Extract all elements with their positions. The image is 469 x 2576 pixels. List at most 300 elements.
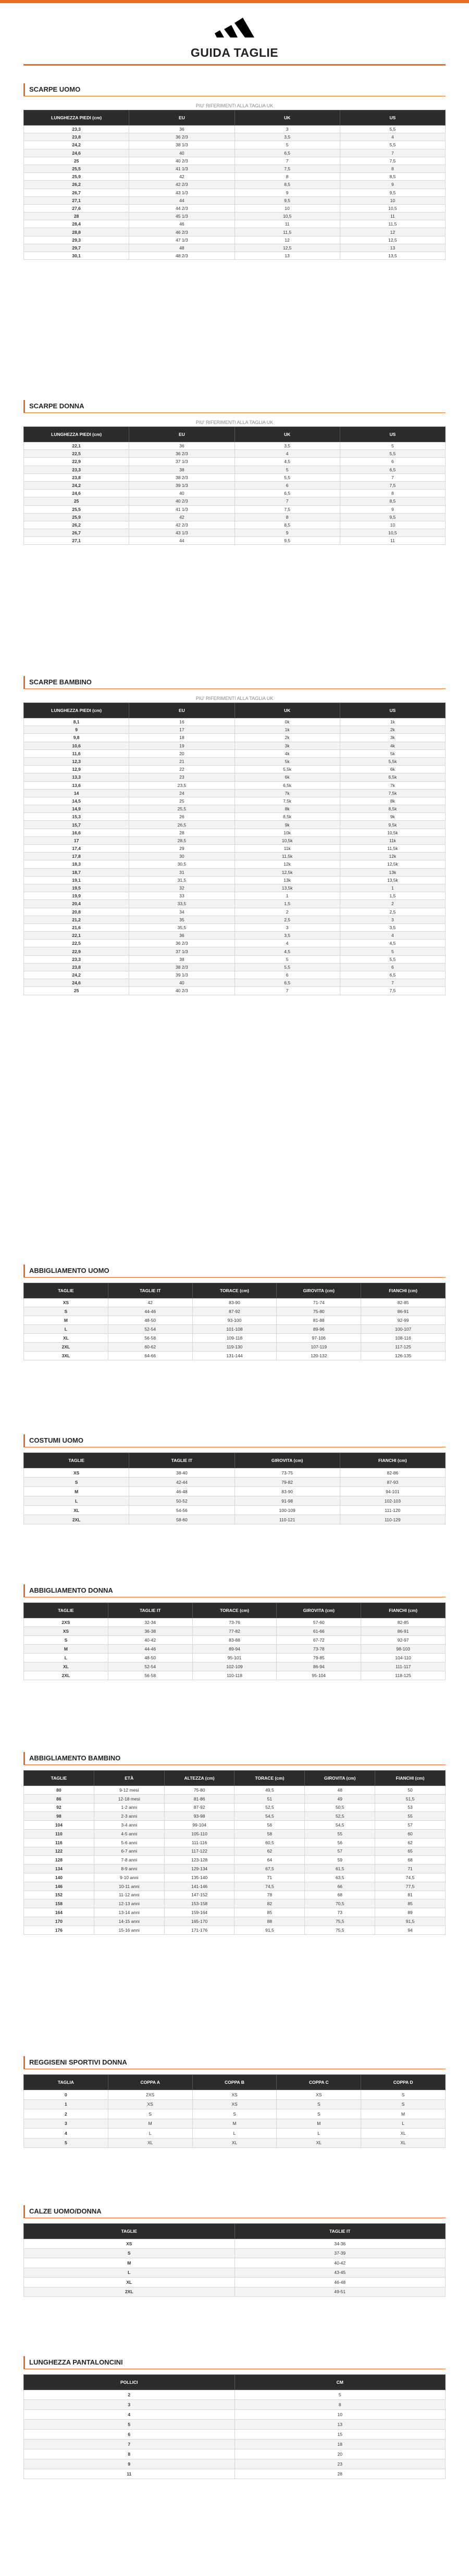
table-cell: M: [24, 1645, 108, 1654]
table-row: [24, 149, 446, 157]
table-cell: 21,2: [24, 916, 129, 923]
table-cell: 22: [129, 766, 234, 773]
table-cell: 23,8: [24, 963, 129, 971]
table-row: [24, 513, 446, 521]
table-cell: XL: [192, 2138, 277, 2148]
table-row: [24, 1636, 446, 1645]
table-row: [24, 220, 446, 228]
table-cell: 6: [24, 2430, 235, 2440]
table-cell: 5: [24, 2420, 235, 2430]
table-cell: 13k: [234, 876, 340, 884]
table-cell: 26,2: [24, 521, 129, 529]
table-cell: 0: [24, 2090, 108, 2100]
table-header-row: [24, 1453, 446, 1468]
table-cell: 73: [305, 1908, 375, 1917]
table-cell: 24,6: [24, 490, 129, 497]
table-row: [24, 1496, 446, 1506]
table-cell: 55: [375, 1812, 446, 1821]
table-row: [24, 1873, 446, 1882]
table-cell: 93-98: [164, 1812, 234, 1821]
table-cell: 5: [340, 442, 445, 450]
table-cell: 86-91: [361, 1627, 446, 1636]
table-cell: S: [361, 2090, 446, 2100]
table-row: [24, 1618, 446, 1627]
table-row: [24, 2129, 446, 2139]
table-cell: 83-88: [192, 1636, 277, 1645]
table-cell: 85: [234, 1908, 305, 1917]
table-cell: 5,5: [340, 450, 445, 458]
table-cell: 80: [24, 1786, 94, 1795]
table-row: [24, 189, 446, 196]
column-header: TAGLIE IT: [129, 1453, 234, 1468]
section-scarpe-uomo: [23, 83, 446, 260]
table-cell: 14,9: [24, 805, 129, 813]
table-row: [24, 979, 446, 987]
table-cell: 43-45: [234, 2268, 446, 2278]
table-cell: 25,9: [24, 513, 129, 521]
table-cell: 6k: [340, 766, 445, 773]
table-row: [24, 1794, 446, 1803]
table-cell: 28: [129, 829, 234, 836]
table-cell: 32-34: [108, 1618, 192, 1627]
table-cell: 6: [234, 481, 340, 489]
table-cell: 21: [129, 757, 234, 765]
table-cell: 56-58: [108, 1671, 192, 1680]
table-cell: 105-110: [164, 1829, 234, 1838]
section-title: REGGISENI SPORTIVI DONNA: [23, 2056, 446, 2069]
table-cell: 12,5: [234, 244, 340, 252]
table-cell: 147-152: [164, 1891, 234, 1899]
table-cell: 42: [129, 513, 234, 521]
column-header: LUNGHEZZA PIEDI (cm): [24, 110, 129, 126]
table-cell: 6: [234, 971, 340, 979]
table-cell: 67,5: [234, 1865, 305, 1873]
table-cell: L: [192, 2129, 277, 2139]
table-row: [24, 1908, 446, 1917]
table-cell: 14: [24, 789, 129, 797]
table-cell: L: [24, 1325, 108, 1334]
table-cell: 126-135: [361, 1352, 446, 1360]
table-cell: 27,6: [24, 204, 129, 212]
column-header: TAGLIE: [24, 2224, 235, 2239]
table-cell: 23,8: [24, 133, 129, 141]
table-row: [24, 181, 446, 189]
table-cell: 20,4: [24, 900, 129, 908]
section-lunghezza-pantaloncini: [23, 2356, 446, 2479]
table-cell: 87-92: [192, 1307, 277, 1316]
table-cell: 83-90: [234, 1487, 340, 1496]
table-cell: 110-118: [192, 1671, 277, 1680]
table-cell: 8: [340, 165, 445, 172]
table-row: [24, 2239, 446, 2249]
table-cell: 59: [305, 1856, 375, 1865]
table-cell: 8,5k: [234, 813, 340, 821]
table-row: [24, 829, 446, 836]
column-header: GIROVITA (cm): [234, 1453, 340, 1468]
table-row: [24, 157, 446, 165]
table-cell: 19: [129, 742, 234, 749]
table-cell: 44-46: [108, 1307, 192, 1316]
table-cell: 164: [24, 1908, 94, 1917]
table-cell: 4k: [234, 749, 340, 757]
table-cell: 37-39: [234, 2248, 446, 2258]
table-cell: 5: [234, 955, 340, 963]
table-cell: 1,5: [234, 900, 340, 908]
table-cell: 33: [129, 892, 234, 900]
table-cell: 89-94: [192, 1645, 277, 1654]
table-row: [24, 1654, 446, 1662]
table-cell: 7: [234, 157, 340, 165]
table-cell: 83-90: [192, 1298, 277, 1307]
table-cell: 108-116: [361, 1334, 446, 1343]
table-cell: M: [24, 2258, 235, 2268]
table-cell: 35: [129, 916, 234, 923]
column-header: COPPA D: [361, 2075, 446, 2090]
table-cell: 122: [24, 1847, 94, 1856]
table-cell: 165-170: [164, 1917, 234, 1925]
table-cell: 109-118: [192, 1334, 277, 1343]
section-title: SCARPE DONNA: [23, 400, 446, 412]
table-cell: 9: [234, 529, 340, 537]
table-cell: 5,5: [340, 126, 445, 133]
table-cell: 10,5k: [234, 836, 340, 844]
table-row: [24, 1917, 446, 1925]
table-cell: 40-42: [108, 1636, 192, 1645]
column-header: COPPA C: [277, 2075, 361, 2090]
table-cell: 8k: [234, 805, 340, 813]
table-cell: 10: [340, 521, 445, 529]
table-cell: 85: [375, 1899, 446, 1908]
table-row: [24, 1645, 446, 1654]
section-scarpe-donna: [23, 400, 446, 545]
table-cell: 3: [234, 126, 340, 133]
section-note: PIU' RIFERIMENTI ALLA TAGLIA UK: [195, 696, 274, 701]
table-header-row: [24, 2224, 446, 2239]
table-cell: 131-144: [192, 1352, 277, 1360]
table-row: [24, 749, 446, 757]
table-cell: 98: [24, 1812, 94, 1821]
table-cell: 26,5: [129, 821, 234, 829]
column-header: TORACE (cm): [192, 1283, 277, 1298]
table-cell: 29,3: [24, 236, 129, 244]
table-cell: 64-66: [108, 1352, 192, 1360]
table-cell: 8,5: [340, 173, 445, 181]
table-header-row: [24, 110, 446, 126]
table-cell: 12k: [340, 853, 445, 860]
table-cell: 6k: [234, 773, 340, 781]
table-cell: 56-58: [108, 1334, 192, 1343]
table-cell: XS: [24, 1468, 129, 1478]
table-row: [24, 868, 446, 876]
table-cell: 38 2/3: [129, 473, 234, 481]
table-cell: 10,5: [234, 212, 340, 220]
table-cell: 49-51: [234, 2287, 446, 2297]
table-cell: 6,5k: [340, 773, 445, 781]
table-cell: 12,5k: [340, 860, 445, 868]
section-abbigliamento-uomo: [23, 1265, 446, 1360]
table-cell: 54-56: [129, 1506, 234, 1515]
table-cell: 129-134: [164, 1865, 234, 1873]
table-row: [24, 836, 446, 844]
table-cell: 60: [375, 1829, 446, 1838]
section-title: SCARPE UOMO: [23, 83, 446, 96]
table-cell: 10: [340, 196, 445, 204]
table-cell: 5: [234, 2390, 446, 2400]
table-row: [24, 236, 446, 244]
table-cell: 4-5 anni: [94, 1829, 164, 1838]
table-cell: 52-54: [108, 1325, 192, 1334]
table-cell: 8-9 anni: [94, 1865, 164, 1873]
table-cell: 88: [234, 1917, 305, 1925]
table-cell: 110-121: [234, 1515, 340, 1524]
table-cell: 12: [234, 236, 340, 244]
table-cell: 110-129: [340, 1515, 445, 1524]
table-cell: 2XL: [24, 1671, 108, 1680]
table-cell: 4: [234, 940, 340, 947]
table-row: [24, 718, 446, 726]
table-cell: 13: [234, 252, 340, 260]
column-header: GIROVITA (cm): [305, 1771, 375, 1786]
table-row: [24, 1662, 446, 1671]
table-cell: 9: [24, 2459, 235, 2469]
table-cell: 8: [340, 490, 445, 497]
table-cell: 98-103: [361, 1645, 446, 1654]
section-abbigliamento-donna: [23, 1584, 446, 1680]
table-cell: 82-86: [340, 1468, 445, 1478]
section-reggiseni-sportivi: [23, 2056, 446, 2148]
table-cell: 13,5k: [340, 876, 445, 884]
table-header-row: [24, 1771, 446, 1786]
size-table: [23, 2223, 446, 2297]
table-cell: 92-99: [361, 1316, 446, 1325]
table-cell: 3k: [340, 734, 445, 742]
column-header: TAGLIE: [24, 1283, 108, 1298]
column-header: ETÀ: [94, 1771, 164, 1786]
section-scarpe-bambino: [23, 676, 446, 995]
table-cell: 11: [24, 2469, 235, 2479]
table-cell: 4k: [340, 742, 445, 749]
table-cell: 40-42: [234, 2258, 446, 2268]
table-cell: 8,5: [234, 181, 340, 189]
table-row: [24, 821, 446, 829]
table-row: [24, 1334, 446, 1343]
table-row: [24, 133, 446, 141]
table-cell: 26: [129, 813, 234, 821]
table-cell: 120-132: [277, 1352, 361, 1360]
table-row: [24, 1812, 446, 1821]
table-cell: S: [24, 1636, 108, 1645]
table-row: [24, 2287, 446, 2297]
table-row: [24, 2138, 446, 2148]
table-cell: L: [24, 2268, 235, 2278]
table-cell: 45 1/3: [129, 212, 234, 220]
table-cell: XL: [108, 2138, 192, 2148]
table-cell: 26,7: [24, 529, 129, 537]
table-row: [24, 2268, 446, 2278]
table-cell: 25,5: [129, 805, 234, 813]
table-row: [24, 757, 446, 765]
table-cell: 26,7: [24, 189, 129, 196]
table-cell: 10-11 anni: [94, 1882, 164, 1891]
table-cell: 48-50: [108, 1316, 192, 1325]
table-cell: 8,5: [234, 521, 340, 529]
section-divider: [23, 1277, 446, 1278]
table-cell: 8: [234, 513, 340, 521]
table-row: [24, 742, 446, 749]
table-cell: 128: [24, 1856, 94, 1865]
table-cell: 77,5: [375, 1882, 446, 1891]
column-header: TORACE (cm): [234, 1771, 305, 1786]
table-cell: 17,8: [24, 853, 129, 860]
table-cell: 49,5: [234, 1786, 305, 1795]
table-cell: S: [108, 2109, 192, 2119]
table-cell: 57: [305, 1847, 375, 1856]
table-cell: 102-103: [340, 1496, 445, 1506]
table-row: [24, 781, 446, 789]
table-cell: 82: [234, 1899, 305, 1908]
table-cell: 35,5: [129, 923, 234, 931]
table-cell: 153-158: [164, 1899, 234, 1908]
table-cell: XS: [192, 2090, 277, 2100]
table-cell: XS: [192, 2099, 277, 2109]
section-title: COSTUMI UOMO: [23, 1434, 446, 1447]
column-header: EU: [129, 110, 234, 126]
table-cell: L: [277, 2129, 361, 2139]
table-row: [24, 947, 446, 955]
table-cell: M: [277, 2119, 361, 2129]
table-cell: 24,2: [24, 141, 129, 149]
table-row: [24, 126, 446, 133]
table-cell: 74,5: [375, 1873, 446, 1882]
table-cell: 10k: [234, 829, 340, 836]
table-cell: 71: [234, 1873, 305, 1882]
table-cell: 9: [234, 189, 340, 196]
table-cell: 86-91: [361, 1307, 446, 1316]
table-cell: 51,5: [375, 1794, 446, 1803]
table-cell: 7: [340, 473, 445, 481]
table-cell: 75-80: [164, 1786, 234, 1795]
table-row: [24, 466, 446, 473]
table-row: [24, 173, 446, 181]
table-cell: 71-74: [277, 1298, 361, 1307]
table-row: [24, 1671, 446, 1680]
table-cell: 2XS: [108, 2090, 192, 2100]
table-cell: 7: [24, 2440, 235, 2449]
table-row: [24, 1838, 446, 1847]
table-cell: 50: [375, 1786, 446, 1795]
table-cell: 111-116: [164, 1838, 234, 1847]
table-cell: 6,5: [234, 490, 340, 497]
table-cell: 25: [24, 157, 129, 165]
table-cell: 70,5: [305, 1899, 375, 1908]
table-row: [24, 805, 446, 813]
table-cell: 21,6: [24, 923, 129, 931]
table-cell: 42-44: [129, 1478, 234, 1487]
table-row: [24, 1506, 446, 1515]
table-row: [24, 2440, 446, 2449]
table-cell: S: [361, 2099, 446, 2109]
table-cell: 77-82: [192, 1627, 277, 1636]
table-row: [24, 876, 446, 884]
table-row: [24, 900, 446, 908]
table-row: [24, 521, 446, 529]
table-cell: 18,7: [24, 868, 129, 876]
table-cell: 17: [129, 726, 234, 734]
table-cell: 64: [234, 1856, 305, 1865]
table-cell: 87-93: [340, 1478, 445, 1487]
table-cell: 117-122: [164, 1847, 234, 1856]
table-cell: 91,5: [234, 1925, 305, 1934]
table-cell: 18: [129, 734, 234, 742]
table-cell: 107-119: [277, 1343, 361, 1352]
table-header-row: [24, 703, 446, 718]
size-table: [23, 110, 446, 260]
column-header: ALTEZZA (cm): [164, 1771, 234, 1786]
table-cell: 79-82: [234, 1478, 340, 1487]
section-divider: [23, 412, 446, 413]
table-row: [24, 1925, 446, 1934]
table-cell: 13: [234, 2420, 446, 2430]
table-cell: 61,5: [305, 1865, 375, 1873]
table-cell: 25,9: [24, 173, 129, 181]
table-row: [24, 1856, 446, 1865]
table-cell: 38: [129, 955, 234, 963]
table-cell: 22,5: [24, 450, 129, 458]
table-cell: 55: [305, 1829, 375, 1838]
table-cell: 9,5: [340, 513, 445, 521]
table-cell: 75,5: [305, 1917, 375, 1925]
table-cell: 86-94: [277, 1662, 361, 1671]
table-cell: XL: [277, 2138, 361, 2148]
table-cell: 36: [129, 442, 234, 450]
size-table: [23, 1603, 446, 1680]
size-table: [23, 1283, 446, 1360]
table-cell: 111-117: [361, 1662, 446, 1671]
table-cell: 1: [24, 2099, 108, 2109]
table-cell: 1k: [340, 718, 445, 726]
table-cell: 42 2/3: [129, 521, 234, 529]
table-cell: M: [192, 2119, 277, 2129]
table-cell: 28: [234, 2469, 446, 2479]
table-cell: 40 2/3: [129, 157, 234, 165]
table-cell: XL: [24, 1662, 108, 1671]
table-cell: XL: [361, 2138, 446, 2148]
table-row: [24, 497, 446, 505]
table-cell: 63,5: [305, 1873, 375, 1882]
table-cell: 50,5: [305, 1803, 375, 1812]
table-cell: 6,5: [234, 149, 340, 157]
table-cell: 3,5: [234, 442, 340, 450]
table-cell: 158: [24, 1899, 94, 1908]
table-cell: 41 1/3: [129, 505, 234, 513]
table-cell: 19,1: [24, 876, 129, 884]
table-cell: 100-109: [234, 1506, 340, 1515]
table-row: [24, 734, 446, 742]
table-cell: XS: [108, 2099, 192, 2109]
table-cell: 3k: [234, 742, 340, 749]
table-row: [24, 212, 446, 220]
table-cell: 74,5: [234, 1882, 305, 1891]
table-cell: 13,5: [340, 252, 445, 260]
table-cell: 24,2: [24, 481, 129, 489]
section-title: CALZE UOMO/DONNA: [23, 2205, 446, 2218]
table-row: [24, 252, 446, 260]
column-header: US: [340, 703, 445, 718]
table-row: [24, 1786, 446, 1795]
table-row: [24, 2449, 446, 2459]
table-row: [24, 773, 446, 781]
table-row: [24, 1627, 446, 1636]
